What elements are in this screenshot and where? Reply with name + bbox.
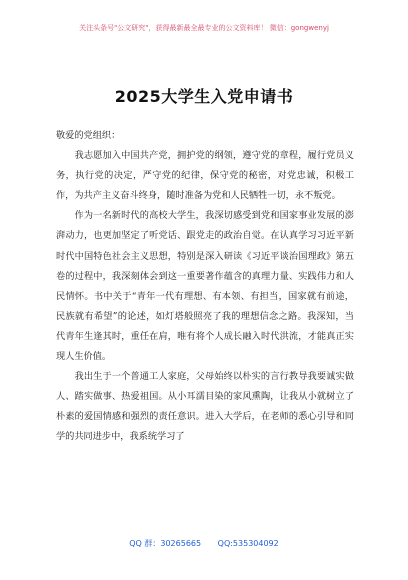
document-title: 2025大学生入党申请书 <box>114 87 294 106</box>
header-promo-note: 关注头条号"公文研究"，获得最新最全最专业的公文资料库！ 微信：gongwenyj <box>79 24 329 32</box>
paragraph: 我出生于一个普通工人家庭，父母始终以朴实的言行教导我要诚实做人、踏实做事、热爱祖国。从小耳濡目染的家风熏陶，让我从小就树立了朴素的爱国情感和强烈的责任意识。进入大学后，在老师的悉心引导和同学的共同进步中，我系统学习了 <box>56 371 354 443</box>
footer-qq: QQ:535304092 <box>217 539 279 548</box>
document-body <box>56 126 354 448</box>
footer-contact <box>0 538 408 549</box>
footer-qq-group: QQ 群：30265665 <box>129 539 202 548</box>
paragraph: 作为一名新时代的高校大学生，我深切感受到党和国家事业发展的澎湃动力，也更加坚定了听党话、跟党走的政治自觉。在认真学习习近平新时代中国特色社会主义思想，特别是深入研读《习近平谈治国理政》第五卷的过程中，我深刻体会到这一重要著作蕴含的真理力量、实践伟力和人民情怀。书中关于“青年一代有理想、有本领、有担当，国家就有前途，民族就有希望”的论述，如灯塔般照亮了我的理想信念之路。我深知，当代青年生逢其时，重任在肩，唯有将个人成长融入时代洪流，才能真正实现人生价值。 <box>56 210 354 363</box>
salutation: 敬爱的党组织： <box>56 130 121 141</box>
paragraph: 我志愿加入中国共产党，拥护党的纲领，遵守党的章程，履行党员义务，执行党的决定，严守党的纪律，保守党的秘密，对党忠诚，积极工作，为共产主义奋斗终身，随时准备为党和人民牺牲一切，永不叛党。 <box>56 150 354 202</box>
